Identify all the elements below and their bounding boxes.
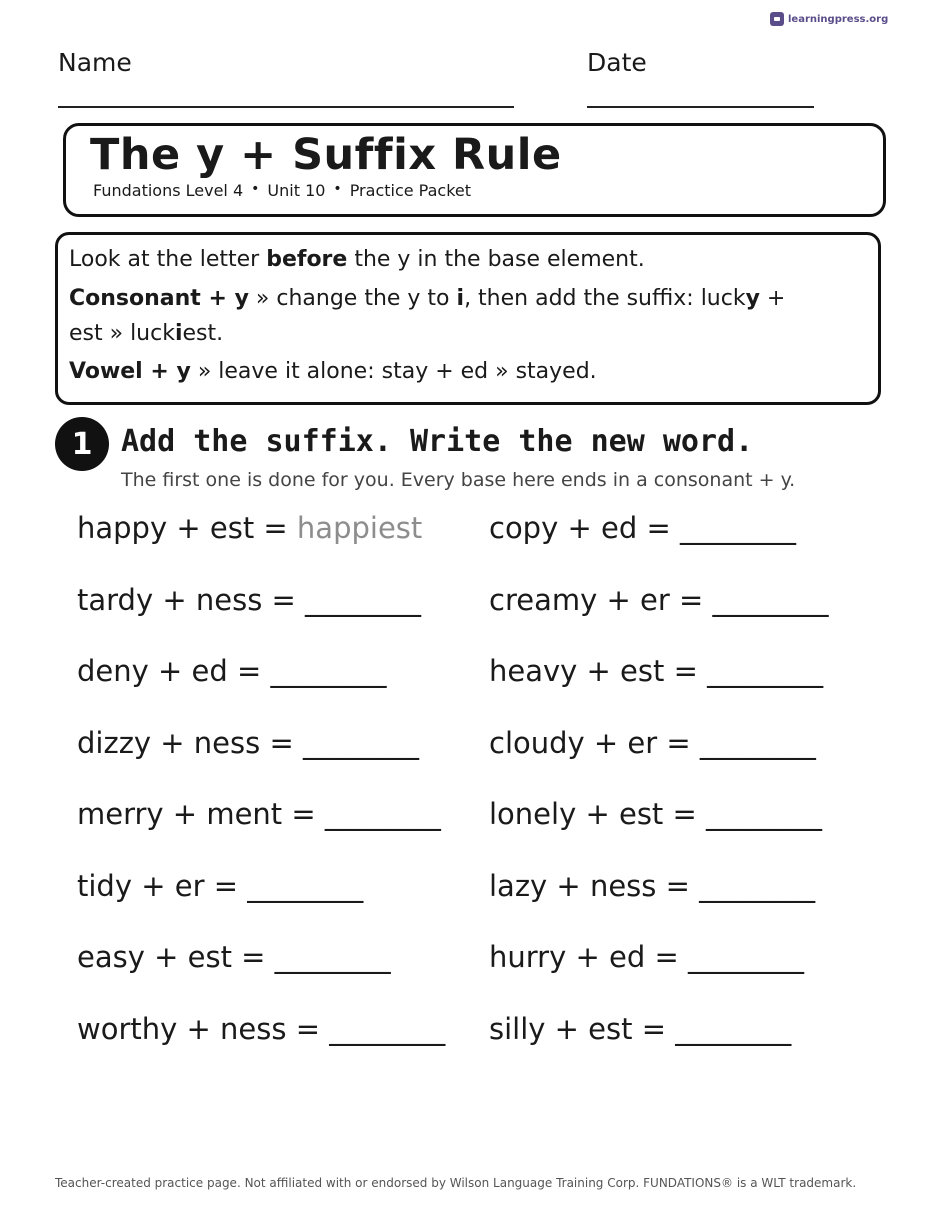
date-label: Date [587,48,647,77]
problem-item: easy + est = ________ [77,940,391,974]
problem-text: happy + est = [77,511,297,545]
problem-item: merry + ment = ________ [77,797,441,831]
step-instructions: The first one is done for you. Every base here ends in a consonant + y. [121,469,796,491]
rule-line-4 [69,359,597,384]
problem-item: lazy + ness = ________ [489,869,816,903]
rule-text: the y in the base element. [347,247,645,272]
problem-item: silly + est = ________ [489,1012,792,1046]
rule-text: , then add the suffix: luck [464,286,746,311]
rule-text: » change the y to [248,286,457,311]
rule-text: + [759,286,786,311]
rule-text: est » luck [69,321,175,346]
problem-item: tidy + er = ________ [77,869,364,903]
rule-emphasis: y [745,286,760,311]
rule-emphasis: before [266,247,348,272]
problem-item: deny + ed = ________ [77,654,387,688]
rule-emphasis: Consonant + y [69,286,249,311]
rule-emphasis: i [456,286,465,311]
book-icon [770,12,784,26]
problem-item: worthy + ness = ________ [77,1012,446,1046]
rule-line-1 [69,247,645,272]
problem-item: hurry + ed = ________ [489,940,804,974]
subtitle-separator: • [251,181,260,197]
step-heading: Add the suffix. Write the new word. [121,424,754,459]
name-label: Name [58,48,132,77]
problem-item: tardy + ness = ________ [77,583,422,617]
rule-text: est. [182,321,224,346]
example-answer: happiest [296,511,423,545]
site-name: learningpress.org [788,13,889,25]
problem-item [77,511,422,545]
problem-item: lonely + est = ________ [489,797,823,831]
rule-text: » leave it alone: stay + ed » stayed. [190,359,597,384]
problem-item: dizzy + ness = ________ [77,726,419,760]
subtitle-unit: Unit 10 [267,181,326,200]
rule-text: Look at the letter [69,247,267,272]
rule-line-2 [69,286,785,311]
subtitle [93,181,471,200]
subtitle-packet: Practice Packet [349,181,472,200]
rule-line-3 [69,321,223,346]
footer-disclaimer: Teacher-created practice page. Not affiliated with or endorsed by Wilson Language Training Corp. FUNDATIONS® is a WLT trademark. [55,1176,857,1190]
rule-emphasis: Vowel + y [69,359,191,384]
name-line [58,106,514,108]
subtitle-separator: • [333,181,342,197]
problem-item: heavy + est = ________ [489,654,824,688]
problem-item: creamy + er = ________ [489,583,829,617]
step-number-badge: 1 [55,417,109,471]
problem-item: cloudy + er = ________ [489,726,816,760]
problem-item: copy + ed = ________ [489,511,796,545]
subtitle-level: Fundations Level 4 [93,181,244,200]
page-title: The y + Suffix Rule [90,130,562,180]
site-badge [770,12,888,26]
rule-emphasis: i [174,321,183,346]
date-line [587,106,814,108]
